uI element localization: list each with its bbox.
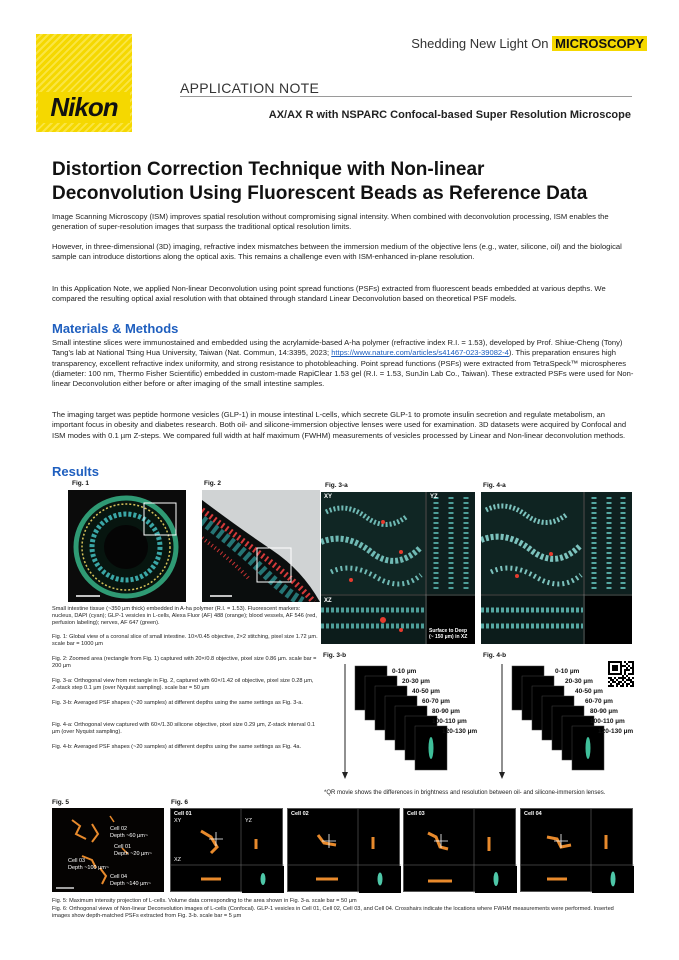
qr-note: *QR movie shows the differences in brightness and resolution between oil- and silicone-immersion lenses. <box>324 790 606 796</box>
fig6-yz-label: YZ <box>245 818 253 824</box>
fig6-cell02-panel <box>287 808 400 892</box>
fig3b-depth-2: 40-50 µm <box>412 688 440 695</box>
fig3a-yz-label: YZ <box>430 494 438 500</box>
tissue-caption: Small intestine tissue (~350 µm thick) embedded in A-ha polymer (R.I. = 1.53). Fluorescent markers: nucleus, DAPI (cyan); GLP-1 vesicles in L-cells, Alexa Fluor (AF) 488 (orange); blood vessels, AF 546 (red, perfusion labeling); nerves, AF 647 (green). <box>52 606 317 627</box>
methods-paragraph-2: The imaging target was peptide hormone vesicles (GLP-1) in mouse intestinal L-cells, which secrete GLP-1 to promote insulin secretion and regulate metabolism, an important focus in obesity and diabetes research. Both oil- and silicone-immersion objective lenses were used for examination. 3D datasets were acquired by Confocal and ISM modes with 0.1 µm Z-steps. We compared full width at half maximum (FWHM) measurements of vesicles processed by Linear and Non-linear deconvolution methods. <box>52 410 627 440</box>
fig3b-depth-6: 120-130 µm <box>442 728 478 735</box>
fig3b-depth-1: 20-30 µm <box>402 678 430 685</box>
fig6-cell04-label: Cell 04 <box>524 811 542 817</box>
fig6-cell03-label: Cell 03 <box>407 811 425 817</box>
tagline-prefix: Shedding New Light On <box>411 36 549 51</box>
header-divider <box>180 96 632 97</box>
fig2-image <box>202 490 320 602</box>
fig6-xy-label: XY <box>174 818 182 824</box>
qr-code[interactable] <box>608 661 634 687</box>
fig2-caption: Fig. 2: Zoomed area (rectangle from Fig. 1) captured with 20×/0.8 objective, pixel size 0.86 µm. scale bar = 200 µm <box>52 656 317 670</box>
fig3a-image <box>321 492 475 644</box>
title-line-1: Distortion Correction Technique with Non-linear <box>52 159 485 180</box>
intro-paragraph-1: Image Scanning Microscopy (ISM) improves spatial resolution without compromising signal intensity. When combined with deconvolution processing, ISM enables the generation of super-resolution images that surpass the traditional optical resolution limits. <box>52 212 609 232</box>
fig3b-depth-5: 100-110 µm <box>432 718 467 725</box>
fig6-caption: Fig. 6: Orthogonal views of Non-linear Deconvolution images of L-cells (Confocal). GLP-1 vesicles in Cell 01, Cell 02, Cell 03, and Cell 04. Crosshairs indicate the locations where FWHM measurements were performed. Inserted images show depth-matched PSFs extracted from Fig. 3-b. scale bar = 5 µm <box>52 906 614 920</box>
product-subtitle: AX/AX R with NSPARC Confocal-based Super Resolution Microscope <box>268 109 631 121</box>
fig6-cell04-panel <box>520 808 633 892</box>
fig3a-xz-label: XZ <box>324 598 332 604</box>
fig3b-label: Fig. 3-b <box>323 652 347 659</box>
fig3a-caption: Fig. 3-a: Orthogonal view from rectangle in Fig. 2, captured with 60×/1.42 oil objective, pixel size 0.28 µm, Z-stack step 0.1 µm (over Nyquist sampling). scale bar = 50 µm <box>52 678 314 692</box>
app-note-label: APPLICATION NOTE <box>180 80 320 96</box>
methods-text-b: ). This preparation ensures high transparency, excellent refractive index uniformity, and strong resistance to photobleaching. Point spread functions (PSFs) were extracted from TetraSpeck™ microspheres (diameter: 100 nm, Thermo Fisher Scientific) embedded in custom-made RapiClear 1.53 gel (R.I. = 1.53, SunJin Lab Co., Taiwan). These extracted PSFs were used for Non-linear Deconvolution either before or after imaging of the small intestine samples. <box>52 348 634 389</box>
fig4a-caption: Fig. 4-a: Orthogonal view captured with 60×/1.30 silicone objective, pixel size 0.29 µm, Z-stack interval 0.1 µm (over Nyquist sampling). <box>52 722 315 736</box>
methods-heading: Materials & Methods <box>52 321 179 336</box>
fig3b-depth-3: 60-70 µm <box>422 698 450 705</box>
fig5-caption: Fig. 5: Maximum intensity projection of L-cells. Volume data corresponding to the area shown in Fig. 3-a. scale bar = 50 µm <box>52 898 357 904</box>
fig6-label: Fig. 6 <box>171 799 188 806</box>
nature-article-link[interactable]: https://www.nature.com/articles/s41467-023-39082-4 <box>331 348 509 358</box>
fig1-label: Fig. 1 <box>72 480 89 487</box>
title-line-2: Deconvolution Using Fluorescent Beads as Reference Data <box>52 183 588 204</box>
fig3a-xy-label: XY <box>324 494 333 500</box>
page-title <box>52 158 632 206</box>
surface-depth-note: Surface to Deep (~ 150 µm) in XZ <box>429 628 468 640</box>
fig4a-image <box>481 492 632 644</box>
fig5-cell-03: Cell 03 Depth ~100 µm~ <box>68 858 110 871</box>
fig1-image <box>68 490 186 602</box>
tagline-highlight: MICROSCOPY <box>552 36 647 51</box>
fig4b-depth-3: 60-70 µm <box>585 698 613 705</box>
fig5-label: Fig. 5 <box>52 799 69 806</box>
fig6-cell01-panel <box>170 808 283 892</box>
fig6-cell01-label: Cell 01 <box>174 811 192 817</box>
fig4b-caption: Fig. 4-b: Averaged PSF shapes (~20 samples) at different depths using the same settings as Fig. 4a. <box>52 744 302 750</box>
results-heading: Results <box>52 464 99 479</box>
fig5-cell-02: Cell 02 Depth ~60 µm~ <box>110 826 149 839</box>
fig3b-depth-4: 80-90 µm <box>432 708 460 715</box>
fig4b-label: Fig. 4-b <box>483 652 507 659</box>
fig3b-depth-0: 0-10 µm <box>392 668 417 675</box>
fig3a-label: Fig. 3-a <box>325 482 348 489</box>
fig5-cell-01: Cell 01 Depth ~20 µm~ <box>114 844 153 857</box>
fig6-xz-label: XZ <box>174 857 182 863</box>
fig4b-depth-4: 80-90 µm <box>590 708 618 715</box>
fig4a-label: Fig. 4-a <box>483 482 506 489</box>
fig6-cell03-panel <box>403 808 516 892</box>
fig4b-depth-6: 120-130 µm <box>598 728 634 735</box>
fig4b-depth-1: 20-30 µm <box>565 678 593 685</box>
fig4b-depth-2: 40-50 µm <box>575 688 603 695</box>
fig3b-caption: Fig. 3-b: Averaged PSF shapes (~20 samples) at different depths using the same settings as Fig. 3-a. <box>52 700 303 706</box>
fig4b-depth-0: 0-10 µm <box>555 668 580 675</box>
methods-paragraph-1 <box>52 338 637 389</box>
fig4b-depth-5: 100-110 µm <box>590 718 625 725</box>
methods-text-a: Small intestine slices were immunostained and embedded using the acrylamide-based A-ha polymer (refractive index R.I. = 1.53), developed by Prof. Shiue-Cheng (Tony) Tang's lab at National Tsing Hua University, Taiwan (Nat. Commun, 14:3395, 2023; <box>52 338 623 358</box>
logo-text: Nikon <box>38 92 130 123</box>
intro-paragraph-3: In this Application Note, we applied Non-linear Deconvolution using point spread functions (PSFs) extracted from fluorescent beads embedded at various depths. We compared the resulting optical axial resolution with that obtained through standard Linear Deconvolution based on theoretical PSF models. <box>52 284 606 304</box>
nikon-logo <box>36 34 132 132</box>
fig1-caption: Fig. 1: Global view of a coronal slice of small intestine. 10×/0.45 objective, 2×2 stitching, pixel size 1.72 µm. scale bar = 1000 µm <box>52 634 318 648</box>
fig5-image <box>52 808 164 892</box>
fig2-label: Fig. 2 <box>204 480 221 487</box>
fig6-cell02-label: Cell 02 <box>291 811 309 817</box>
fig5-cell-04: Cell 04 Depth ~140 µm~ <box>110 874 152 887</box>
tagline <box>411 36 647 51</box>
intro-paragraph-2: However, in three-dimensional (3D) imaging, refractive index mismatches between the immersion medium of the objective lens (e.g., water, silicone, oil) and the biological sample can introduce distortions along the optical axis. This remains a challenge even with ISM-enhanced in-plane resolution. <box>52 242 622 262</box>
